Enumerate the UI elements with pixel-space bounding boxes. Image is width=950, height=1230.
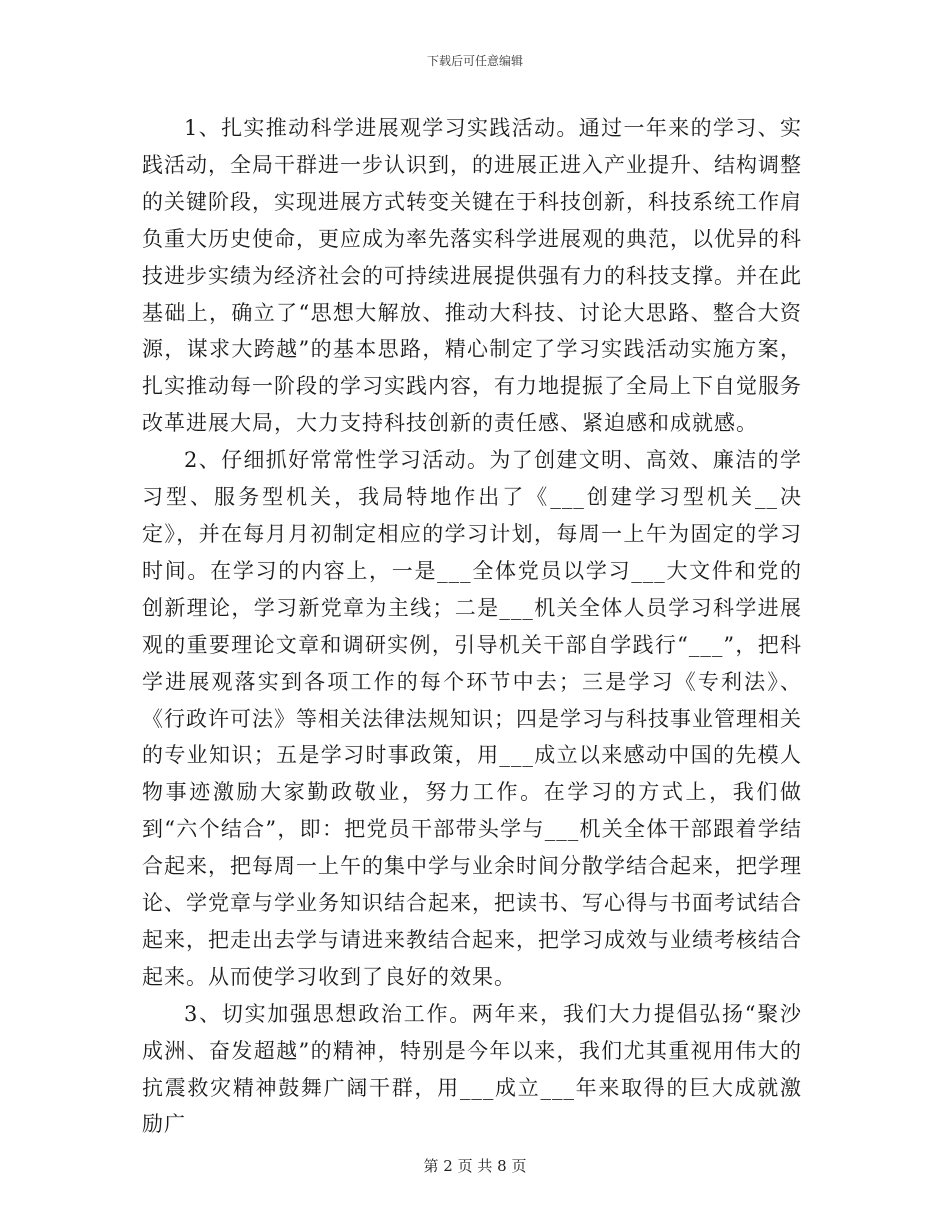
document-body [142, 110, 802, 1143]
page-header: 下载后可任意编辑 [426, 54, 523, 68]
paragraph-3: 3、切实加强思想政治工作。两年来，我们大力提倡弘扬“聚沙成洲、奋发超越”的精神，特别是今年以来，我们尤其重视用伟大的抗震救灾精神鼓舞广阔干群，用___成立___年来取得的巨大成就激励广 [142, 1001, 802, 1137]
page-number-footer: 第 2 页 共 8 页 [423, 1157, 527, 1175]
paragraph-1: 1、扎实推动科学进展观学习实践活动。通过一年来的学习、实践活动，全局干群进一步认识到，的进展正进入产业提升、结构调整的关键阶段，实现进展方式转变关键在于科技创新，科技系统工作肩负重大历史使命，更应成为率先落实科学进展观的典范，以优异的科技进步实绩为经济社会的可持续进展提供强有力的科技支撑。并在此基础上，确立了“思想大解放、推动大科技、讨论大思路、整合大资源，谋求大跨越”的基本思路，精心制定了学习实践活动实施方案，扎实推动每一阶段的学习实践内容，有力地提振了全局上下自觉服务改革进展大局，大力支持科技创新的责任感、紧迫感和成就感。 [142, 116, 802, 436]
paragraph-2: 2、仔细抓好常常性学习活动。为了创建文明、高效、廉洁的学习型、服务型机关，我局特地作出了《___创建学习型机关__决定》，并在每月月初制定相应的学习计划，每周一上午为固定的学习时间。在学习的内容上，一是___全体党员以学习___大文件和党的创新理论，学习新党章为主线；二是___机关全体人员学习科学进展观的重要理论文章和调研实例，引导机关干部自学践行“___”，把科学进展观落实到各项工作的每个环节中去；三是学习《专利法》、《行政许可法》等相关法律法规知识；四是学习与科技事业管理相关的专业知识；五是学习时事政策，用___成立以来感动中国的先模人物事迹激励大家勤政敬业，努力工作。在学习的方式上，我们做到“六个结合”，即：把党员干部带头学与___机关全体干部跟着学结合起来，把每周一上午的集中学与业余时间分散学结合起来，把学理论、学党章与学业务知识结合起来，把读书、写心得与书面考试结合起来，把走出去学与请进来教结合起来，把学习成效与业绩考核结合起来。从而使学习收到了良好的效果。 [142, 448, 802, 989]
